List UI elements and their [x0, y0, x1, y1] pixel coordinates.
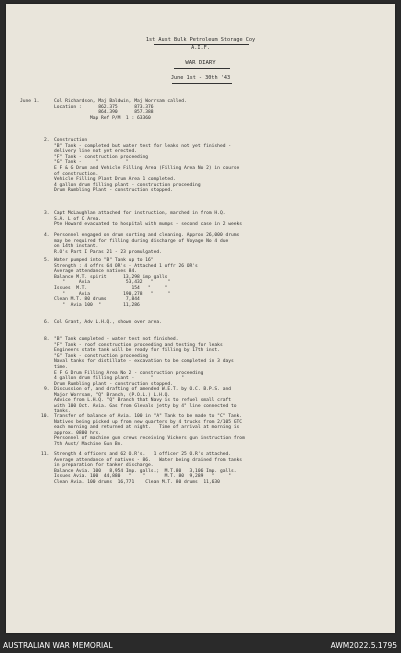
- entry-label: June 1.: [20, 99, 40, 104]
- entry-line: Clean M.T. 80 drums 7,844: [54, 297, 140, 303]
- entry-line: S.A. L of C Area.: [54, 216, 102, 222]
- entry-line: "F" Tank - construction proceeding: [54, 154, 149, 160]
- entry-line: Personnel engaged on drum sorting and cleaning. Approx 26,000 drums: [54, 233, 240, 238]
- entry-line: Col Richardson, Maj Baldwin, Maj Worrsam called.: [54, 99, 187, 104]
- entry-line: Strength : 4 offrs 64 OR's - Attached 1 offr 26 OR's: [54, 263, 198, 269]
- entry-line: Personnel of machine gun crews receiving Vickers gun instruction from: [54, 436, 245, 442]
- entry-line: "B" Tank completed - water test not finished.: [54, 337, 179, 342]
- entry-line: of construction.: [54, 171, 99, 177]
- entry-line: Drum Rumbling Plant - construction stopped.: [54, 188, 173, 194]
- entry-line: E F G Drum Filling Area No 2 - construction proceeding: [54, 370, 204, 376]
- entry-line: Naval tanks for distillate - excavation to be completed in 3 days: [54, 359, 234, 365]
- entry-line: Strength 4 officers and 62 O.R's. 1 officer 25 O.R's attached.: [54, 452, 232, 457]
- entry-label: 2.: [44, 138, 50, 143]
- entry-line: with 100 Oct. Avia. Gas from Glevals jetty by 4" line connected to: [54, 403, 237, 409]
- underline: [174, 68, 230, 69]
- entry-line: "B" Tank - completed but water test for leaks not yet finished -: [54, 143, 232, 149]
- footer-bar: [0, 637, 401, 653]
- entry-line: tanks.: [54, 409, 71, 415]
- period: June 1st - 30th '43: [170, 75, 231, 81]
- entry-line: Natives being picked up from new quarters by 4 trucks from 2/105 GTC: [54, 419, 243, 425]
- entry-label: 3.: [44, 211, 50, 216]
- entry-line: delivery line not yet erected.: [54, 149, 137, 155]
- entry-line: 4 gallon drum filling plant - " ": [54, 376, 184, 382]
- entry-text: [54, 337, 384, 387]
- entry-line: " Avia 53,432 " ": [54, 280, 171, 286]
- entry-line: Issues Avia. 100 44,880 " " M.T. 80 9,289 " ": [54, 474, 232, 480]
- entry-line: approx. 0800 hrs.: [54, 430, 102, 436]
- unit-name: 1st Aust Bulk Petroleum Storage Coy: [145, 37, 256, 43]
- entry-line: 864.390 857.388: [54, 110, 154, 116]
- entry-line: Construction: [54, 138, 88, 143]
- entry-line: each morning and returned at night. Time of arrival at morning is: [54, 425, 240, 431]
- entry-line: Pte Howard evacuated to hospital with mumps - second case in 2 weeks: [54, 222, 243, 228]
- unit-force: A.I.F.: [191, 45, 210, 51]
- entry-line: R.O's Part I Paras 21 - 23 promulgated.: [54, 249, 162, 255]
- entry-text: [54, 138, 384, 194]
- entry-text: [54, 387, 384, 415]
- entry-line: "G" Tank - " ": [54, 160, 129, 166]
- entry-line: time.: [54, 364, 68, 370]
- entry-line: Engineers state tank will be ready for filling by 17th inst.: [54, 348, 220, 354]
- archive-reference: AWM2022.5.1795: [330, 641, 397, 650]
- entry-text: [54, 452, 384, 486]
- entry-line: on 14th instant.: [54, 244, 99, 250]
- entry-line: Location : 862.375 873.376: [54, 104, 154, 110]
- entry-line: "G" Tank - construction proceeding: [54, 353, 149, 359]
- entry-line: Balance Avia. 100 8,954 Imp. galls.; M.T.80 3,106 Imp. galls.: [54, 468, 237, 474]
- entry-line: Average attendance of natives - 86. Water being drained from tanks: [54, 457, 243, 463]
- entry-line: " Avia 190,278 " ": [54, 291, 171, 297]
- entry-label: 4.: [44, 233, 50, 238]
- entry-line: Average attendance natives 84.: [54, 269, 137, 275]
- entry-line: Discussion of, and drafting of amended W.E.T. by O.C. B.P.S. and: [54, 387, 232, 392]
- entry-line: Map Ref P/M 1 : 63360: [54, 115, 151, 121]
- entry-label: 6.: [44, 320, 50, 325]
- entry-line: Issues M.T. 154 " ": [54, 285, 168, 291]
- entry-text: [54, 99, 384, 121]
- entry-line: 7th Aust/ Machine Gun Bn.: [54, 441, 124, 447]
- entry-text: [54, 320, 384, 326]
- underline: [172, 83, 232, 84]
- entry-label: 9.: [44, 387, 50, 392]
- entry-label: 5.: [44, 258, 50, 263]
- entry-line: may be required for filling during discharge of Voyage No 4 due: [54, 238, 229, 244]
- entry-line: 4 gallon drum filling plant - construction proceeding: [54, 182, 201, 188]
- entry-text: [54, 258, 384, 308]
- entry-line: in preparation for tanker discharge.: [54, 463, 154, 469]
- document-title: WAR DIARY: [185, 60, 216, 66]
- entry-line: Major Worrsam, "Q" Branch, (P.O.L.) L.H.Q.: [54, 392, 171, 398]
- entry-line: E F & G Drum and Vehicle Filling Area (Filling Area No 2) in course: [54, 165, 240, 171]
- entry-label: 11.: [41, 452, 50, 457]
- entry-line: Transfer of balance of Avia. 100 in "A" Tank to be made to "C" Tank.: [54, 414, 243, 419]
- entry-label: 10.: [41, 414, 50, 419]
- entry-line: "F" Tank - roof construction proceeding and testing for leaks: [54, 342, 223, 348]
- entry-line: Balance M.T. spirit 13,298 imp galls: [54, 274, 168, 280]
- entry-line: Col Grant, Adv L.H.Q., shown over area.: [54, 320, 162, 325]
- entry-label: 8.: [44, 337, 50, 342]
- entry-text: [54, 233, 384, 255]
- entry-line: Water pumped into "B" Tank up to 16": [54, 258, 154, 263]
- entry-text: [54, 211, 384, 228]
- entry-line: Capt McLaughlan attached for instruction, marched in from H.Q.: [54, 211, 226, 216]
- diary-page: [6, 4, 395, 633]
- entry-line: " Avia 100 " 11,286: [54, 302, 140, 308]
- entry-line: Advice from L.H.Q. "Q" Branch that Navy is to refuel small craft: [54, 398, 232, 404]
- archive-name: AUSTRALIAN WAR MEMORIAL: [3, 641, 113, 650]
- entry-line: Clean Avia. 100 drums 16,771 Clean M.T. 80 drums 11,630: [54, 479, 220, 485]
- entry-text: [54, 414, 384, 448]
- entry-line: Drum Rumbling plant - construction stopped.: [54, 381, 173, 387]
- entry-line: Vehicle Filling Plant Drum Area 1 completed.: [54, 177, 176, 183]
